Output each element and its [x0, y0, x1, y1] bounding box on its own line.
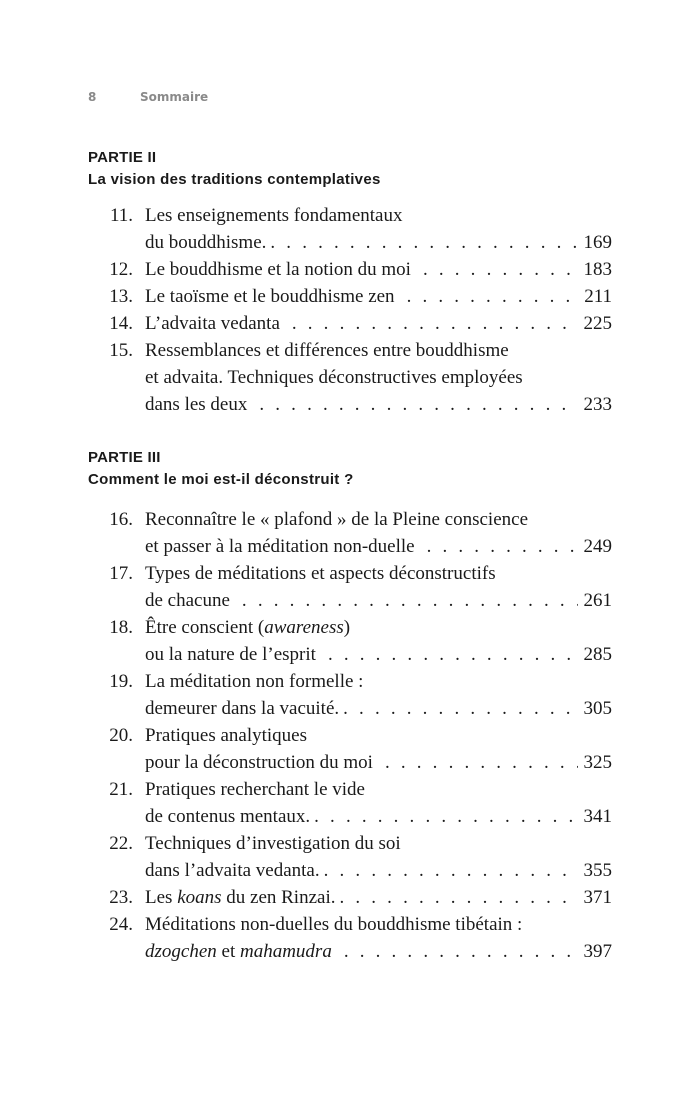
chapter-title — [145, 614, 350, 641]
chapter-title — [145, 533, 415, 560]
toc-entry[interactable] — [88, 337, 612, 418]
page-number: 341 — [583, 806, 612, 827]
page-number: 285 — [583, 644, 612, 665]
page-number: 325 — [583, 752, 612, 773]
chapter-title — [145, 884, 335, 911]
toc-entry[interactable] — [88, 283, 612, 310]
page-number: 305 — [583, 698, 612, 719]
page-number: 183 — [583, 259, 612, 280]
chapter-number — [88, 749, 133, 776]
chapter-title — [145, 803, 310, 830]
page-number: 261 — [583, 590, 612, 611]
title-text: Pratiques recherchant le vide — [145, 779, 365, 800]
toc-entry-line — [88, 256, 612, 283]
title-text: et passer à la méditation non-duelle — [145, 536, 415, 557]
title-text: ) — [343, 617, 351, 638]
chapter-title — [145, 506, 528, 533]
part-label: PARTIE III — [88, 449, 161, 466]
dot-leader — [427, 533, 578, 560]
chapter-title — [145, 229, 266, 256]
title-text: demeurer dans la vacuité. — [145, 698, 340, 719]
title-text: Les — [145, 887, 178, 908]
italic-term: mahamudra — [239, 941, 332, 962]
chapter-number — [88, 587, 133, 614]
part-heading-2 — [88, 147, 612, 191]
toc-entry[interactable] — [88, 560, 612, 614]
title-text: Méditations non-duelles du bouddhisme tibétain : — [145, 914, 523, 935]
chapter-title — [145, 337, 509, 364]
chapter-number: 13. — [109, 286, 133, 307]
title-text: de contenus mentaux. — [145, 806, 311, 827]
chapter-title — [145, 310, 280, 337]
chapter-title — [145, 641, 316, 668]
toc-entry-line — [88, 776, 612, 803]
chapter-title — [145, 830, 401, 857]
toc-entry-line — [88, 587, 612, 614]
toc-entry-line — [88, 202, 612, 229]
title-text: et advaita. Techniques déconstructives employées — [145, 367, 523, 388]
chapter-title — [145, 202, 402, 229]
chapter-number: 14. — [109, 313, 133, 334]
toc-entry-line — [88, 391, 612, 418]
chapter-title — [145, 587, 230, 614]
chapter-number — [88, 391, 133, 418]
chapter-number — [88, 803, 133, 830]
running-head-title: Sommaire — [140, 90, 209, 104]
toc-entry-line — [88, 749, 612, 776]
chapter-title — [145, 695, 339, 722]
chapter-title — [145, 283, 395, 310]
chapter-number — [88, 364, 133, 391]
title-text: La méditation non formelle : — [145, 671, 364, 692]
toc-entry-line — [88, 695, 612, 722]
dot-leader — [423, 256, 578, 283]
chapter-number — [88, 641, 133, 668]
chapter-title — [145, 938, 332, 965]
toc-entry-line — [88, 560, 612, 587]
chapter-number: 23. — [109, 887, 133, 908]
toc-entry[interactable] — [88, 830, 612, 884]
toc-entries-part-3 — [88, 506, 612, 965]
toc-entry[interactable] — [88, 506, 612, 560]
dot-leader — [324, 857, 578, 884]
dot-leader — [242, 587, 578, 614]
title-text: Types de méditations et aspects déconstructifs — [145, 563, 496, 584]
toc-entry-line — [88, 938, 612, 965]
chapter-number: 19. — [109, 671, 133, 692]
chapter-title — [145, 776, 365, 803]
toc-entry[interactable] — [88, 668, 612, 722]
toc-entry[interactable] — [88, 256, 612, 283]
title-text: du zen Rinzai. — [221, 887, 336, 908]
part-subtitle: Comment le moi est-il déconstruit ? — [88, 471, 354, 488]
dot-leader — [270, 229, 577, 256]
toc-entry-line — [88, 911, 612, 938]
dot-leader — [292, 310, 578, 337]
title-text: et — [216, 941, 240, 962]
chapter-number: 15. — [109, 340, 133, 361]
italic-term: koans — [177, 887, 222, 908]
title-text: de chacune — [145, 590, 230, 611]
toc-entry-line — [88, 364, 612, 391]
dot-leader — [344, 938, 578, 965]
toc-entry[interactable] — [88, 614, 612, 668]
title-text: dans les deux — [145, 394, 248, 415]
chapter-number: 24. — [109, 914, 133, 935]
toc-entry-line — [88, 830, 612, 857]
toc-entry-line — [88, 884, 612, 911]
chapter-title — [145, 722, 307, 749]
dot-leader — [343, 695, 577, 722]
toc-entry[interactable] — [88, 776, 612, 830]
dot-leader — [314, 803, 577, 830]
chapter-title — [145, 668, 363, 695]
chapter-number: 11. — [109, 205, 133, 226]
toc-entry-line — [88, 722, 612, 749]
running-head — [88, 90, 209, 104]
toc-entry-line — [88, 229, 612, 256]
part-subtitle: La vision des traditions contemplatives — [88, 171, 381, 188]
chapter-title — [145, 560, 496, 587]
chapter-title — [145, 857, 320, 884]
toc-entry-line — [88, 668, 612, 695]
toc-entry-line — [88, 337, 612, 364]
chapter-title — [145, 391, 247, 418]
toc-entry-line — [88, 857, 612, 884]
italic-term: dzogchen — [145, 941, 217, 962]
title-text: Ressemblances et différences entre bouddhisme — [145, 340, 509, 361]
toc-entry-line — [88, 506, 612, 533]
page-number: 249 — [583, 536, 612, 557]
dot-leader — [407, 283, 579, 310]
title-text: Le bouddhisme et la notion du moi — [145, 259, 411, 280]
part-heading-3 — [88, 447, 612, 491]
toc-entry[interactable] — [88, 310, 612, 337]
toc-entry[interactable] — [88, 722, 612, 776]
page-number: 233 — [583, 394, 612, 415]
toc-entry-line — [88, 614, 612, 641]
chapter-number: 22. — [109, 833, 133, 854]
page-number: 397 — [583, 941, 612, 962]
page-number: 211 — [584, 286, 612, 307]
chapter-number: 12. — [109, 259, 133, 280]
toc-entry[interactable] — [88, 202, 612, 256]
toc-entry[interactable] — [88, 911, 612, 965]
chapter-number: 20. — [109, 725, 133, 746]
title-text: ou la nature de l’esprit — [145, 644, 316, 665]
chapter-title — [145, 749, 373, 776]
title-text: Techniques d’investigation du soi — [145, 833, 401, 854]
toc-entries-part-2 — [88, 202, 612, 418]
chapter-number — [88, 938, 133, 965]
title-text: Pratiques analytiques — [145, 725, 307, 746]
dot-leader — [328, 641, 578, 668]
dot-leader — [385, 749, 578, 776]
chapter-number — [88, 229, 133, 256]
chapter-number — [88, 695, 133, 722]
toc-entry-line — [88, 803, 612, 830]
page-number: 371 — [583, 887, 612, 908]
page-number: 225 — [583, 313, 612, 334]
chapter-title — [145, 256, 411, 283]
toc-entry-line — [88, 641, 612, 668]
page-number: 169 — [583, 232, 612, 253]
chapter-title — [145, 364, 523, 391]
title-text: Être conscient ( — [145, 617, 265, 638]
title-text: L’advaita vedanta — [145, 313, 280, 334]
toc-entry-line — [88, 310, 612, 337]
title-text: Reconnaître le « plafond » de la Pleine conscience — [145, 509, 529, 530]
title-text: Les enseignements fondamentaux — [145, 205, 403, 226]
chapter-title — [145, 911, 522, 938]
chapter-number — [88, 857, 133, 884]
title-text: du bouddhisme. — [145, 232, 267, 253]
chapter-number: 18. — [109, 617, 133, 638]
title-text: Le taoïsme et le bouddhisme zen — [145, 286, 395, 307]
title-text: pour la déconstruction du moi — [145, 752, 373, 773]
toc-entry-line — [88, 533, 612, 560]
title-text: dans l’advaita vedanta. — [145, 860, 320, 881]
chapter-number: 21. — [109, 779, 133, 800]
dot-leader — [339, 884, 577, 911]
toc-entry[interactable] — [88, 884, 612, 911]
chapter-number — [88, 533, 133, 560]
page-number: 8 — [88, 90, 97, 104]
page-number: 355 — [583, 860, 612, 881]
chapter-number: 16. — [109, 509, 133, 530]
chapter-number: 17. — [109, 563, 133, 584]
toc-entry-line — [88, 283, 612, 310]
part-label: PARTIE II — [88, 149, 157, 166]
dot-leader — [259, 391, 577, 418]
italic-term: awareness — [264, 617, 344, 638]
